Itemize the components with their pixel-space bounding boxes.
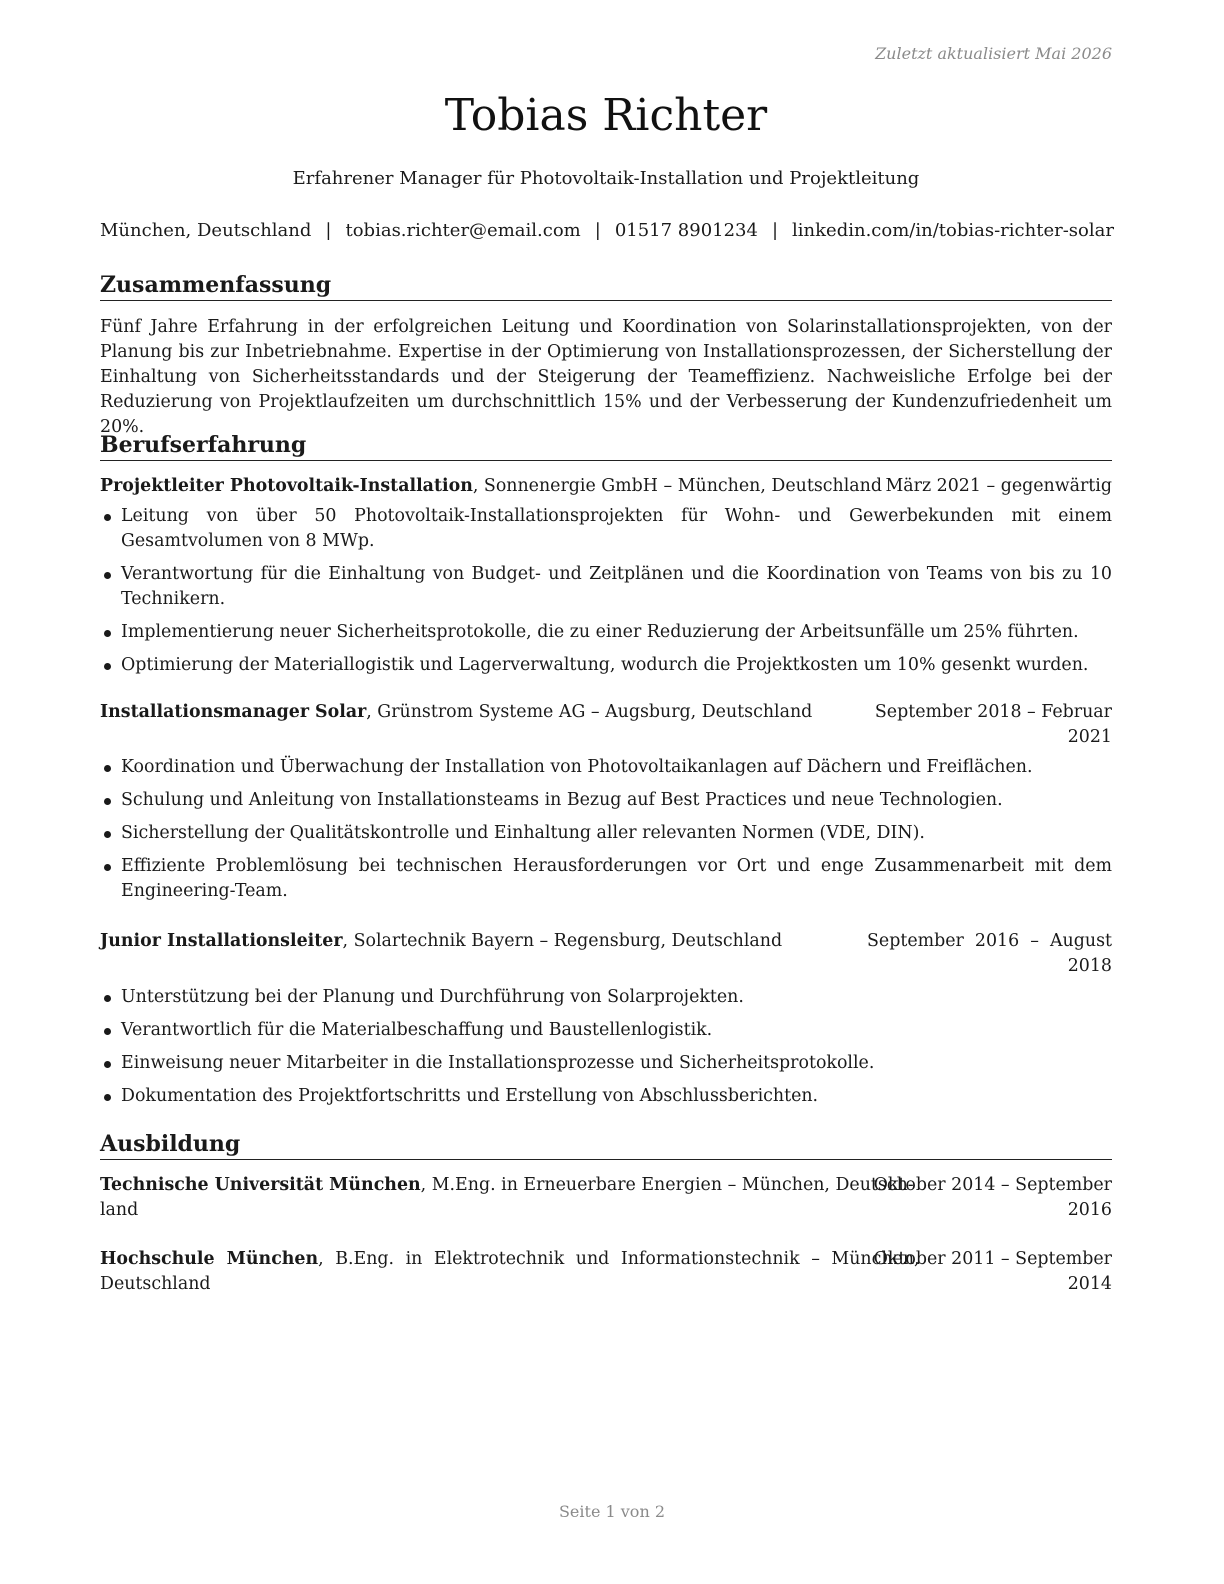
education-title-line: [100, 1247, 920, 1272]
candidate-headline: Erfahrener Manager für Photovoltaik-Installation und Projektleitung: [292, 168, 920, 189]
summary-text: Fünf Jahre Erfahrung in der erfolgreichen Leitung und Koordination von Solarinstallationsprojekten, von der Planung bis zur Inbetriebnahme. Expertise in der Optimierung von Installationsprozessen, der Sicherstellung der Einhaltung von Sicherheitsstandards und der Steigerung der Teameffizienz. Nachweisliche Erfolge bei der Reduzierung von Projektlaufzeiten um durchschnittlich 15% und der Verbesserung der Kundenzufriedenheit um 20%.: [100, 317, 1112, 437]
job-title-line: [100, 700, 812, 725]
list-item: Leitung von über 50 Photovoltaik-Installationsprojekten für Wohn- und Gewerbekunden mit einem Gesamtvolumen von 8 MWp.: [100, 504, 1112, 554]
contact-separator: |: [771, 220, 779, 241]
list-item: Verantwortung für die Einhaltung von Budget- und Zeitplänen und die Koordination von Teams von bis zu 10 Technikern.: [100, 562, 1112, 612]
job-dates-line: 2021: [1067, 727, 1112, 747]
contact-linkedin[interactable]: linkedin.com/in/tobias-richter-solar: [792, 220, 1114, 241]
list-item: Dokumentation des Projektfortschritts und Erstellung von Abschlussberichten.: [100, 1084, 1112, 1109]
list-item: Implementierung neuer Sicherheitsprotokolle, die zu einer Reduzierung der Arbeitsunfälle um 25% führten.: [100, 620, 1112, 645]
education-dates: [874, 1173, 1112, 1223]
job-dates: [867, 929, 1112, 979]
list-item: Unterstützung bei der Planung und Durchführung von Solarprojekten.: [100, 985, 1112, 1010]
last-updated-note: Zuletzt aktualisiert Mai 2026: [875, 44, 1112, 63]
job-title-line: [100, 929, 782, 954]
education-dates: [874, 1247, 1112, 1297]
list-item: Schulung und Anleitung von Installationsteams in Bezug auf Best Practices und neue Technologien.: [100, 788, 1112, 813]
education-details: , B.Eng. in Elektrotechnik und Informationstechnik – München,: [318, 1249, 920, 1269]
list-item: Sicherstellung der Qualitätskontrolle und Einhaltung aller relevanten Normen (VDE, DIN).: [100, 821, 1112, 846]
contact-line: [100, 219, 1112, 243]
contact-separator: |: [325, 220, 332, 241]
list-item: Koordination und Überwachung der Installation von Photovoltaikanlagen auf Dächern und Freiflächen.: [100, 755, 1112, 780]
job-title-line: [100, 474, 882, 499]
job-details: , Sonnenergie GmbH – München, Deutschland: [472, 476, 882, 496]
job-dates-line: September 2016 – August: [867, 931, 1112, 951]
education-dates-line: Oktober 2011 – September: [873, 1249, 1112, 1269]
job-dates: [875, 700, 1112, 750]
contact-email[interactable]: tobias.richter@email.com: [345, 220, 581, 241]
candidate-name: Tobias Richter: [444, 90, 768, 141]
job-details: , Solartechnik Bayern – Regensburg, Deutschland: [342, 931, 783, 951]
education-dates-line: 2014: [1067, 1274, 1112, 1294]
job-bullets: [100, 504, 1112, 686]
job-dates: März 2021 – gegenwärtig: [885, 476, 1112, 496]
education-details-cont: land: [100, 1200, 139, 1220]
job-bullets: [100, 985, 1112, 1117]
education-dates-line: 2016: [1067, 1200, 1112, 1220]
section-title-experience: Berufserfahrung: [100, 431, 1112, 461]
education-title-line: [100, 1173, 914, 1223]
page-number: Seite 1 von 2: [558, 1502, 666, 1521]
job-role: Projektleiter Photovoltaik-Installation: [100, 476, 473, 496]
job-role: Installationsmanager Solar: [100, 702, 367, 722]
contact-phone: 01517 8901234: [614, 220, 758, 241]
education-dates-line: Oktober 2014 – September: [873, 1175, 1112, 1195]
job-dates-line: September 2018 – Februar: [874, 702, 1112, 722]
list-item: Effiziente Problemlösung bei technischen Herausforderungen vor Ort und enge Zusammenarbeit mit dem Engineering-Team.: [100, 854, 1112, 904]
education-details-cont: Deutschland: [100, 1274, 211, 1294]
job-bullets: [100, 755, 1112, 912]
education-school: Technische Universität München: [100, 1175, 421, 1195]
section-title-summary: Zusammenfassung: [100, 271, 1112, 301]
job-role: Junior Installationsleiter: [100, 931, 343, 951]
section-title-education: Ausbildung: [100, 1130, 1112, 1160]
education-school: Hochschule München: [100, 1249, 319, 1269]
list-item: Verantwortlich für die Materialbeschaffung und Baustellenlogistik.: [100, 1018, 1112, 1043]
contact-location: München, Deutschland: [100, 220, 312, 241]
list-item: Optimierung der Materiallogistik und Lagerverwaltung, wodurch die Projektkosten um 10% gesenkt wurden.: [100, 653, 1112, 678]
education-details: , M.Eng. in Erneuerbare Energien – München, Deutsch-: [420, 1175, 914, 1195]
job-dates-line: 2018: [1067, 956, 1112, 976]
job-details: , Grünstrom Systeme AG – Augsburg, Deutschland: [366, 702, 813, 722]
contact-separator: |: [594, 220, 601, 241]
list-item: Einweisung neuer Mitarbeiter in die Installationsprozesse und Sicherheitsprotokolle.: [100, 1051, 1112, 1076]
